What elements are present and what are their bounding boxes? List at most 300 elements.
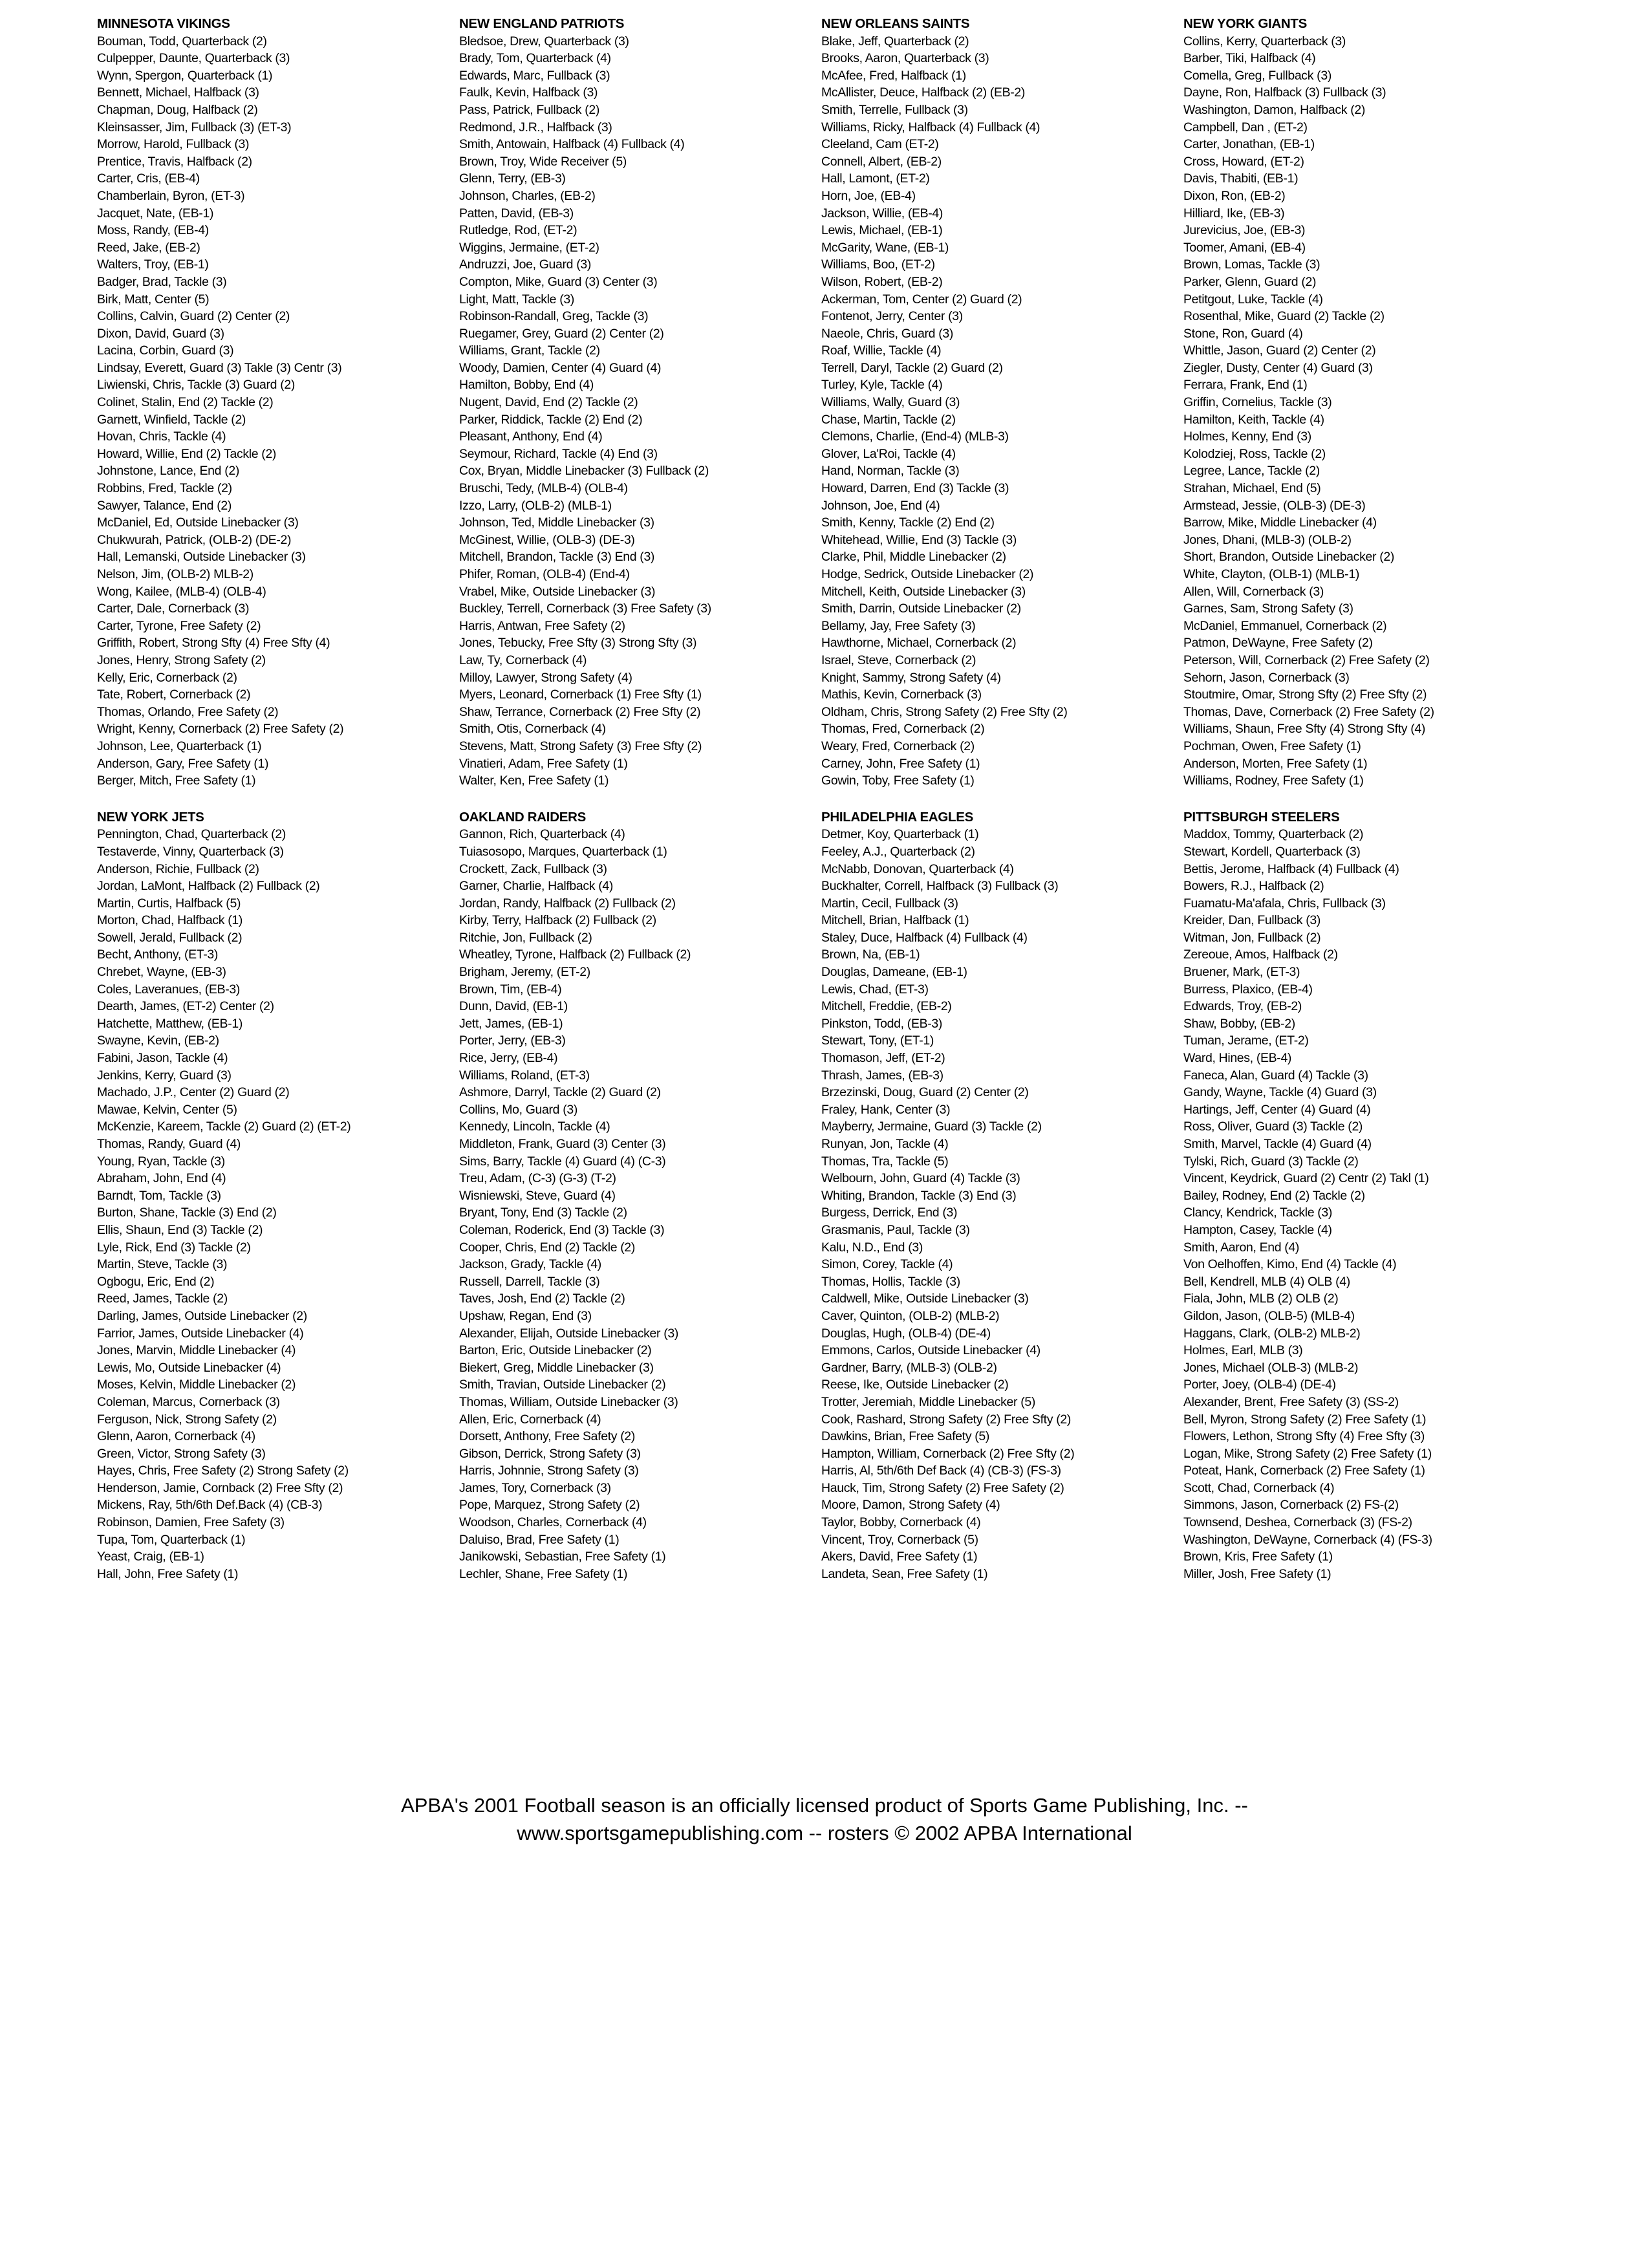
player-row: Miller, Josh, Free Safety (1) (1183, 1566, 1331, 1581)
player-row: Thomas, Orlando, Free Safety (2) (97, 704, 279, 719)
player-row: Machado, J.P., Center (2) Guard (2) (97, 1085, 290, 1100)
player-row: Scott, Chad, Cornerback (4) (1183, 1480, 1335, 1495)
player-row: Pinkston, Todd, (EB-3) (821, 1016, 943, 1031)
player-row: Liwienski, Chris, Tackle (3) Guard (2) (97, 378, 296, 393)
player-row: Cleeland, Cam (ET-2) (821, 137, 939, 152)
player-row: Douglas, Hugh, (OLB-4) (DE-4) (821, 1326, 991, 1341)
player-row: Culpepper, Daunte, Quarterback (3) (97, 51, 290, 66)
player-row: Jett, James, (EB-1) (459, 1016, 563, 1031)
player-row: James, Tory, Cornerback (3) (459, 1480, 611, 1495)
player-row: White, Clayton, (OLB-1) (MLB-1) (1183, 567, 1359, 581)
player-row: Hodge, Sedrick, Outside Linebacker (2) (821, 567, 1034, 581)
player-row: Nugent, David, End (2) Tackle (2) (459, 395, 638, 410)
player-row: Smith, Marvel, Tackle (4) Guard (4) (1183, 1137, 1372, 1151)
player-row: Ritchie, Jon, Fullback (2) (459, 930, 592, 945)
player-row: Pass, Patrick, Fullback (2) (459, 102, 600, 117)
player-row: Trotter, Jeremiah, Middle Linebacker (5) (821, 1394, 1036, 1409)
player-row: Carney, John, Free Safety (1) (821, 756, 980, 771)
player-row: Stewart, Tony, (ET-1) (821, 1033, 934, 1048)
player-row: Haggans, Clark, (OLB-2) MLB-2) (1183, 1326, 1361, 1341)
player-row: Davis, Thabiti, (EB-1) (1183, 171, 1299, 186)
player-row: Bell, Kendrell, MLB (4) OLB (4) (1183, 1274, 1350, 1289)
player-row: Mitchell, Freddie, (EB-2) (821, 999, 952, 1014)
player-row: Brooks, Aaron, Quarterback (3) (821, 51, 989, 66)
player-row: Kirby, Terry, Halfback (2) Fullback (2) (459, 913, 656, 928)
player-row: Smith, Aaron, End (4) (1183, 1240, 1300, 1255)
player-row: Staley, Duce, Halfback (4) Fullback (4) (821, 930, 1028, 945)
player-row: Rice, Jerry, (EB-4) (459, 1051, 558, 1066)
player-row: Chukwurah, Patrick, (OLB-2) (DE-2) (97, 532, 292, 547)
player-row: Brown, Tim, (EB-4) (459, 982, 562, 997)
player-row: McDaniel, Emmanuel, Cornerback (2) (1183, 618, 1387, 633)
player-row: Ferrara, Frank, End (1) (1183, 378, 1308, 393)
player-row: Kleinsasser, Jim, Fullback (3) (ET-3) (97, 120, 292, 135)
player-row: Patten, David, (EB-3) (459, 206, 574, 221)
player-row: Martin, Cecil, Fullback (3) (821, 896, 958, 911)
player-row: Stevens, Matt, Strong Safety (3) Free Sfty (2) (459, 739, 702, 753)
player-row: Ellis, Shaun, End (3) Tackle (2) (97, 1222, 263, 1237)
player-row: Witman, Jon, Fullback (2) (1183, 930, 1321, 945)
player-row: Garner, Charlie, Halfback (4) (459, 879, 614, 894)
player-row: Thomason, Jeff, (ET-2) (821, 1051, 945, 1066)
player-row: Stewart, Kordell, Quarterback (3) (1183, 844, 1361, 859)
player-row: Emmons, Carlos, Outside Linebacker (4) (821, 1343, 1040, 1358)
team-name-heading: PITTSBURGH STEELERS (1183, 809, 1340, 825)
player-row: Cross, Howard, (ET-2) (1183, 154, 1304, 169)
player-row: Green, Victor, Strong Safety (3) (97, 1446, 266, 1461)
player-row: Prentice, Travis, Halfback (2) (97, 154, 252, 169)
player-row: Chapman, Doug, Halfback (2) (97, 102, 258, 117)
player-row: Moses, Kelvin, Middle Linebacker (2) (97, 1377, 296, 1392)
player-row: Cook, Rashard, Strong Safety (2) Free Sfty (2) (821, 1412, 1071, 1427)
player-row: Ziegler, Dusty, Center (4) Guard (3) (1183, 360, 1373, 375)
player-row: Lewis, Michael, (EB-1) (821, 223, 943, 238)
player-row: Carter, Cris, (EB-4) (97, 171, 200, 186)
player-row: Shaw, Bobby, (EB-2) (1183, 1016, 1295, 1031)
player-row: Thomas, Hollis, Tackle (3) (821, 1274, 960, 1289)
player-row: Sawyer, Talance, End (2) (97, 498, 232, 513)
player-row: Chase, Martin, Tackle (2) (821, 412, 956, 427)
player-row: Jurevicius, Joe, (EB-3) (1183, 223, 1306, 238)
team-name-heading: PHILADELPHIA EAGLES (821, 809, 974, 825)
player-row: Tuman, Jerame, (ET-2) (1183, 1033, 1309, 1048)
team-columns-grid (97, 16, 1584, 1602)
player-row: Dorsett, Anthony, Free Safety (2) (459, 1429, 636, 1444)
team-name-heading: MINNESOTA VIKINGS (97, 16, 230, 31)
team-block (821, 16, 1183, 790)
player-row: Williams, Wally, Guard (3) (821, 395, 960, 410)
player-row: Allen, Eric, Cornerback (4) (459, 1412, 601, 1427)
player-row: Von Oelhoffen, Kimo, End (4) Tackle (4) (1183, 1257, 1397, 1272)
player-row: Holmes, Kenny, End (3) (1183, 429, 1311, 444)
player-row: Thomas, Randy, Guard (4) (97, 1137, 241, 1151)
player-row: Faneca, Alan, Guard (4) Tackle (3) (1183, 1068, 1368, 1083)
player-row: Williams, Grant, Tackle (2) (459, 343, 600, 358)
player-row: Hall, Lemanski, Outside Linebacker (3) (97, 550, 306, 565)
player-row: Lindsay, Everett, Guard (3) Takle (3) Centr (3) (97, 360, 342, 375)
player-row: Toomer, Amani, (EB-4) (1183, 240, 1306, 255)
player-row: Ward, Hines, (EB-4) (1183, 1051, 1292, 1066)
player-row: Glenn, Aaron, Cornerback (4) (97, 1429, 255, 1444)
player-row: Cooper, Chris, End (2) Tackle (2) (459, 1240, 636, 1255)
player-row: Kalu, N.D., End (3) (821, 1240, 923, 1255)
player-row: Jones, Dhani, (MLB-3) (OLB-2) (1183, 532, 1352, 547)
player-row: Wisniewski, Steve, Guard (4) (459, 1188, 616, 1203)
player-row: Dawkins, Brian, Free Safety (5) (821, 1429, 990, 1444)
player-row: Taylor, Bobby, Cornerback (4) (821, 1515, 981, 1530)
team-block (97, 16, 459, 790)
player-row: Moore, Damon, Strong Safety (4) (821, 1498, 1000, 1513)
player-row: Lacina, Corbin, Guard (3) (97, 343, 234, 358)
player-row: Burress, Plaxico, (EB-4) (1183, 982, 1313, 997)
team-block (821, 809, 1183, 1583)
player-row: Garnes, Sam, Strong Safety (3) (1183, 601, 1353, 616)
footer-line-1: APBA's 2001 Football season is an officially licensed product of Sports Game Publishing, Inc. -- (401, 1794, 1248, 1817)
player-row: Hall, Lamont, (ET-2) (821, 171, 930, 186)
player-row: Ross, Oliver, Guard (3) Tackle (2) (1183, 1119, 1363, 1134)
player-row: Testaverde, Vinny, Quarterback (3) (97, 844, 284, 859)
player-row: Barndt, Tom, Tackle (3) (97, 1188, 221, 1203)
player-row: Comella, Greg, Fullback (3) (1183, 68, 1331, 83)
team-name-heading: NEW YORK JETS (97, 809, 204, 825)
player-row: Brigham, Jeremy, (ET-2) (459, 965, 590, 980)
player-row: Clarke, Phil, Middle Linebacker (2) (821, 550, 1006, 565)
player-row: Washington, Damon, Halfback (2) (1183, 102, 1366, 117)
player-row: Blake, Jeff, Quarterback (2) (821, 34, 969, 49)
player-row: Sehorn, Jason, Cornerback (3) (1183, 670, 1350, 685)
player-row: Connell, Albert, (EB-2) (821, 154, 942, 169)
player-row: Gowin, Toby, Free Safety (1) (821, 773, 975, 788)
player-row: Woody, Damien, Center (4) Guard (4) (459, 360, 662, 375)
player-row: Hamilton, Bobby, End (4) (459, 378, 594, 393)
player-row: Robbins, Fred, Tackle (2) (97, 481, 232, 496)
player-row: Flowers, Lethon, Strong Sfty (4) Free Sfty (3) (1183, 1429, 1425, 1444)
player-row: Jackson, Grady, Tackle (4) (459, 1257, 601, 1272)
player-row: Coles, Laveranues, (EB-3) (97, 982, 241, 997)
player-row: Smith, Darrin, Outside Linebacker (2) (821, 601, 1021, 616)
player-row: Wilson, Robert, (EB-2) (821, 274, 943, 289)
player-row: Naeole, Chris, Guard (3) (821, 326, 954, 341)
player-row: Harris, Johnnie, Strong Safety (3) (459, 1463, 639, 1478)
player-row: Walters, Troy, (EB-1) (97, 257, 209, 272)
player-row: Smith, Kenny, Tackle (2) End (2) (821, 515, 995, 530)
player-row: Biekert, Greg, Middle Linebacker (3) (459, 1360, 654, 1375)
player-row: McGinest, Willie, (OLB-3) (DE-3) (459, 532, 635, 547)
player-row: Bettis, Jerome, Halfback (4) Fullback (4) (1183, 861, 1399, 876)
player-row: Fiala, John, MLB (2) OLB (2) (1183, 1291, 1339, 1306)
footer-line-2: www.sportsgamepublishing.com -- rosters © 2002 APBA International (517, 1822, 1132, 1844)
player-row: Yeast, Craig, (EB-1) (97, 1550, 204, 1564)
player-row: Collins, Mo, Guard (3) (459, 1102, 578, 1117)
player-row: Hatchette, Matthew, (EB-1) (97, 1016, 242, 1031)
player-row: Carter, Dale, Cornerback (3) (97, 601, 250, 616)
player-row: Reed, Jake, (EB-2) (97, 240, 200, 255)
player-row: Brzezinski, Doug, Guard (2) Center (2) (821, 1085, 1029, 1100)
player-row: Brown, Na, (EB-1) (821, 947, 920, 962)
player-row: Harris, Antwan, Free Safety (2) (459, 618, 625, 633)
player-row: Strahan, Michael, End (5) (1183, 481, 1321, 496)
player-row: Anderson, Morten, Free Safety (1) (1183, 756, 1368, 771)
player-row: Martin, Steve, Tackle (3) (97, 1257, 228, 1272)
player-row: Tuiasosopo, Marques, Quarterback (1) (459, 844, 667, 859)
player-row: Buckhalter, Correll, Halfback (3) Fullback (3) (821, 879, 1059, 894)
player-row: Simon, Corey, Tackle (4) (821, 1257, 953, 1272)
player-row: Abraham, John, End (4) (97, 1171, 226, 1186)
player-row: Smith, Travian, Outside Linebacker (2) (459, 1377, 666, 1392)
player-row: Lewis, Chad, (ET-3) (821, 982, 929, 997)
player-row: Vrabel, Mike, Outside Linebacker (3) (459, 584, 656, 599)
player-row: Thrash, James, (EB-3) (821, 1068, 943, 1083)
player-row: Bell, Myron, Strong Safety (2) Free Safety (1) (1183, 1412, 1427, 1427)
player-row: Kennedy, Lincoln, Tackle (4) (459, 1119, 610, 1134)
player-row: Israel, Steve, Cornerback (2) (821, 653, 976, 667)
player-row: McGarity, Wane, (EB-1) (821, 240, 949, 255)
player-row: Bennett, Michael, Halfback (3) (97, 85, 259, 100)
player-row: Runyan, Jon, Tackle (4) (821, 1137, 949, 1151)
player-row: Thomas, Tra, Tackle (5) (821, 1154, 949, 1169)
player-row: Porter, Joey, (OLB-4) (DE-4) (1183, 1377, 1336, 1392)
player-row: Henderson, Jamie, Cornback (2) Free Sfty (2) (97, 1480, 343, 1495)
player-row: Dunn, David, (EB-1) (459, 999, 568, 1014)
player-row: Jordan, Randy, Halfback (2) Fullback (2) (459, 896, 676, 911)
player-row: Morrow, Harold, Fullback (3) (97, 137, 250, 152)
team-name-heading: OAKLAND RAIDERS (459, 809, 586, 825)
player-row: Hampton, William, Cornerback (2) Free Sfty (2) (821, 1446, 1075, 1461)
player-row: Gandy, Wayne, Tackle (4) Guard (3) (1183, 1085, 1377, 1100)
player-row: Whiting, Brandon, Tackle (3) End (3) (821, 1188, 1017, 1203)
player-row: Shaw, Terrance, Cornerback (2) Free Sfty (2) (459, 704, 701, 719)
player-row: Upshaw, Regan, End (3) (459, 1308, 592, 1323)
player-row: Holmes, Earl, MLB (3) (1183, 1343, 1303, 1358)
player-row: Ogbogu, Eric, End (2) (97, 1274, 215, 1289)
player-row: Parker, Riddick, Tackle (2) End (2) (459, 412, 643, 427)
player-row: Hauck, Tim, Strong Safety (2) Free Safety (2) (821, 1480, 1064, 1495)
player-row: Williams, Shaun, Free Sfty (4) Strong Sfty (4) (1183, 722, 1426, 737)
player-row: Ferguson, Nick, Strong Safety (2) (97, 1412, 277, 1427)
player-row: Reed, James, Tackle (2) (97, 1291, 228, 1306)
player-row: Robinson, Damien, Free Safety (3) (97, 1515, 285, 1530)
player-row: Dayne, Ron, Halfback (3) Fullback (3) (1183, 85, 1386, 100)
player-row: Porter, Jerry, (EB-3) (459, 1033, 566, 1048)
player-row: Pennington, Chad, Quarterback (2) (97, 827, 286, 842)
player-row: Williams, Ricky, Halfback (4) Fullback (4) (821, 120, 1040, 135)
player-row: Ackerman, Tom, Center (2) Guard (2) (821, 292, 1022, 307)
player-row: Nelson, Jim, (OLB-2) MLB-2) (97, 567, 253, 581)
player-row: Edwards, Marc, Fullback (3) (459, 68, 610, 83)
player-row: Burton, Shane, Tackle (3) End (2) (97, 1205, 277, 1220)
player-row: Peterson, Will, Cornerback (2) Free Safety (2) (1183, 653, 1430, 667)
player-row: Myers, Leonard, Cornerback (1) Free Sfty (1) (459, 687, 702, 702)
player-row: Parker, Glenn, Guard (2) (1183, 274, 1317, 289)
player-row: Clancy, Kendrick, Tackle (3) (1183, 1205, 1333, 1220)
player-row: Johnson, Charles, (EB-2) (459, 188, 596, 203)
player-row: Clemons, Charlie, (End-4) (MLB-3) (821, 429, 1009, 444)
player-row: Landeta, Sean, Free Safety (1) (821, 1566, 988, 1581)
player-row: Detmer, Koy, Quarterback (1) (821, 827, 979, 842)
player-row: Chamberlain, Byron, (ET-3) (97, 188, 245, 203)
team-name-heading: NEW YORK GIANTS (1183, 16, 1308, 31)
player-row: Barber, Tiki, Halfback (4) (1183, 51, 1316, 66)
player-row: Burgess, Derrick, End (3) (821, 1205, 958, 1220)
player-row: Gibson, Derrick, Strong Safety (3) (459, 1446, 641, 1461)
player-row: Brown, Lomas, Tackle (3) (1183, 257, 1320, 272)
player-row: Vincent, Keydrick, Guard (2) Centr (2) Takl (1) (1183, 1171, 1429, 1186)
player-row: Coleman, Roderick, End (3) Tackle (3) (459, 1222, 665, 1237)
player-row: Alexander, Brent, Free Safety (3) (SS-2) (1183, 1394, 1399, 1409)
player-row: Campbell, Dan , (ET-2) (1183, 120, 1308, 135)
player-row: Jones, Tebucky, Free Sfty (3) Strong Sfty (3) (459, 636, 697, 651)
player-row: Patmon, DeWayne, Free Safety (2) (1183, 636, 1373, 651)
player-row: Rutledge, Rod, (ET-2) (459, 223, 577, 238)
player-row: Glenn, Terry, (EB-3) (459, 171, 566, 186)
player-row: Treu, Adam, (C-3) (G-3) (T-2) (459, 1171, 616, 1186)
player-row: Turley, Kyle, Tackle (4) (821, 378, 943, 393)
player-row: Seymour, Richard, Tackle (4) End (3) (459, 446, 658, 461)
player-row: Johnson, Ted, Middle Linebacker (3) (459, 515, 654, 530)
player-row: Jacquet, Nate, (EB-1) (97, 206, 214, 221)
player-row: Brown, Kris, Free Safety (1) (1183, 1550, 1333, 1564)
player-row: Feeley, A.J., Quarterback (2) (821, 844, 975, 859)
player-row: Gardner, Barry, (MLB-3) (OLB-2) (821, 1360, 997, 1375)
player-row: Fabini, Jason, Tackle (4) (97, 1051, 228, 1066)
player-row: Whittle, Jason, Guard (2) Center (2) (1183, 343, 1376, 358)
player-row: Bailey, Rodney, End (2) Tackle (2) (1183, 1188, 1365, 1203)
player-row: Wynn, Spergon, Quarterback (1) (97, 68, 273, 83)
player-row: Akers, David, Free Safety (1) (821, 1550, 978, 1564)
player-row: Sowell, Jerald, Fullback (2) (97, 930, 242, 945)
player-row: Wong, Kailee, (MLB-4) (OLB-4) (97, 584, 266, 599)
player-row: Young, Ryan, Tackle (3) (97, 1154, 225, 1169)
player-row: Swayne, Kevin, (EB-2) (97, 1033, 219, 1048)
player-row: Lewis, Mo, Outside Linebacker (4) (97, 1360, 281, 1375)
player-row: Hamilton, Keith, Tackle (4) (1183, 412, 1324, 427)
player-row: Walter, Ken, Free Safety (1) (459, 773, 609, 788)
player-row: Alexander, Elijah, Outside Linebacker (3) (459, 1326, 679, 1341)
player-row: Whitehead, Willie, End (3) Tackle (3) (821, 532, 1017, 547)
player-row: McKenzie, Kareem, Tackle (2) Guard (2) (ET-2) (97, 1119, 351, 1134)
player-row: Janikowski, Sebastian, Free Safety (1) (459, 1550, 666, 1564)
player-row: Howard, Darren, End (3) Tackle (3) (821, 481, 1009, 496)
player-row: Fraley, Hank, Center (3) (821, 1102, 951, 1117)
player-row: Williams, Rodney, Free Safety (1) (1183, 773, 1364, 788)
player-row: Tupa, Tom, Quarterback (1) (97, 1532, 246, 1547)
player-row: Horn, Joe, (EB-4) (821, 188, 916, 203)
player-row: Poteat, Hank, Cornerback (2) Free Safety (1) (1183, 1463, 1425, 1478)
player-row: Crockett, Zack, Fullback (3) (459, 861, 607, 876)
player-row: Howard, Willie, End (2) Tackle (2) (97, 446, 277, 461)
player-row: Jenkins, Kerry, Guard (3) (97, 1068, 232, 1083)
player-row: Garnett, Winfield, Tackle (2) (97, 412, 246, 427)
player-row: Caldwell, Mike, Outside Linebacker (3) (821, 1291, 1029, 1306)
player-row: Barrow, Mike, Middle Linebacker (4) (1183, 515, 1377, 530)
player-row: Hilliard, Ike, (EB-3) (1183, 206, 1285, 221)
player-row: Terrell, Daryl, Tackle (2) Guard (2) (821, 360, 1003, 375)
player-row: Jones, Henry, Strong Safety (2) (97, 653, 266, 667)
player-row: Stone, Ron, Guard (4) (1183, 326, 1303, 341)
player-row: Thomas, William, Outside Linebacker (3) (459, 1394, 678, 1409)
player-row: Mitchell, Brian, Halfback (1) (821, 913, 969, 928)
player-row: Tate, Robert, Cornerback (2) (97, 687, 251, 702)
player-row: Daluiso, Brad, Free Safety (1) (459, 1532, 620, 1547)
player-row: Simmons, Jason, Cornerback (2) FS-(2) (1183, 1498, 1399, 1513)
player-row: Sims, Barry, Tackle (4) Guard (4) (C-3) (459, 1154, 666, 1169)
player-row: Hayes, Chris, Free Safety (2) Strong Safety (2) (97, 1463, 349, 1478)
player-row: Hovan, Chris, Tackle (4) (97, 429, 226, 444)
team-block (459, 16, 821, 790)
player-row: Milloy, Lawyer, Strong Safety (4) (459, 670, 632, 685)
player-row: Wright, Kenny, Cornerback (2) Free Safety (2) (97, 722, 344, 737)
player-row: Rosenthal, Mike, Guard (2) Tackle (2) (1183, 309, 1385, 324)
player-row: Chrebet, Wayne, (EB-3) (97, 965, 226, 980)
team-name-heading: NEW ENGLAND PATRIOTS (459, 16, 625, 31)
player-row: Wiggins, Jermaine, (ET-2) (459, 240, 599, 255)
player-row: Gildon, Jason, (OLB-5) (MLB-4) (1183, 1308, 1355, 1323)
team-block (97, 809, 459, 1583)
team-name-heading: NEW ORLEANS SAINTS (821, 16, 970, 31)
player-row: Buckley, Terrell, Cornerback (3) Free Safety (3) (459, 601, 711, 616)
player-row: Stoutmire, Omar, Strong Sfty (2) Free Sfty (2) (1183, 687, 1427, 702)
player-row: Zereoue, Amos, Halfback (2) (1183, 947, 1338, 962)
player-row: Allen, Will, Cornerback (3) (1183, 584, 1324, 599)
player-row: Redmond, J.R., Halfback (3) (459, 120, 612, 135)
player-row: Thomas, Fred, Cornerback (2) (821, 722, 985, 737)
player-row: Fontenot, Jerry, Center (3) (821, 309, 963, 324)
player-row: Law, Ty, Cornerback (4) (459, 653, 587, 667)
player-row: Williams, Roland, (ET-3) (459, 1068, 590, 1083)
player-row: Weary, Fred, Cornerback (2) (821, 739, 975, 753)
player-row: Grasmanis, Paul, Tackle (3) (821, 1222, 970, 1237)
player-row: Coleman, Marcus, Cornerback (3) (97, 1394, 280, 1409)
player-row: Collins, Kerry, Quarterback (3) (1183, 34, 1346, 49)
player-row: Mitchell, Brandon, Tackle (3) End (3) (459, 550, 655, 565)
player-row: Pleasant, Anthony, End (4) (459, 429, 603, 444)
player-row: Jones, Michael (OLB-3) (MLB-2) (1183, 1360, 1359, 1375)
player-row: Moss, Randy, (EB-4) (97, 223, 209, 238)
player-row: Short, Brandon, Outside Linebacker (2) (1183, 550, 1394, 565)
player-row: Pope, Marquez, Strong Safety (2) (459, 1498, 640, 1513)
player-row: Jordan, LaMont, Halfback (2) Fullback (2) (97, 879, 320, 894)
player-row: Carter, Jonathan, (EB-1) (1183, 137, 1315, 152)
player-row: Brady, Tom, Quarterback (4) (459, 51, 611, 66)
player-row: Wheatley, Tyrone, Halfback (2) Fullback (2) (459, 947, 691, 962)
player-row: Douglas, Dameane, (EB-1) (821, 965, 967, 980)
player-row: Reese, Ike, Outside Linebacker (2) (821, 1377, 1009, 1392)
player-row: Berger, Mitch, Free Safety (1) (97, 773, 256, 788)
player-row: Woodson, Charles, Cornerback (4) (459, 1515, 647, 1530)
player-row: Johnson, Joe, End (4) (821, 498, 940, 513)
player-row: Ashmore, Darryl, Tackle (2) Guard (2) (459, 1085, 661, 1100)
player-row: Mitchell, Keith, Outside Linebacker (3) (821, 584, 1026, 599)
player-row: Darling, James, Outside Linebacker (2) (97, 1308, 307, 1323)
player-row: Smith, Antowain, Halfback (4) Fullback (4) (459, 137, 685, 152)
player-row: Harris, Al, 5th/6th Def Back (4) (CB-3) (FS-3) (821, 1463, 1061, 1478)
player-row: McDaniel, Ed, Outside Linebacker (3) (97, 515, 299, 530)
player-row: Glover, La'Roi, Tackle (4) (821, 446, 956, 461)
player-row: Dearth, James, (ET-2) Center (2) (97, 999, 274, 1014)
player-row: Middleton, Frank, Guard (3) Center (3) (459, 1137, 666, 1151)
player-row: Collins, Calvin, Guard (2) Center (2) (97, 309, 290, 324)
player-row: Logan, Mike, Strong Safety (2) Free Safety (1) (1183, 1446, 1432, 1461)
player-row: McAfee, Fred, Halfback (1) (821, 68, 966, 83)
player-row: Brown, Troy, Wide Receiver (5) (459, 154, 627, 169)
player-row: Taves, Josh, End (2) Tackle (2) (459, 1291, 625, 1306)
player-row: Gannon, Rich, Quarterback (4) (459, 827, 625, 842)
player-row: Badger, Brad, Tackle (3) (97, 274, 227, 289)
player-row: Hartings, Jeff, Center (4) Guard (4) (1183, 1102, 1371, 1117)
player-row: Dixon, David, Guard (3) (97, 326, 224, 341)
player-row: Phifer, Roman, (OLB-4) (End-4) (459, 567, 630, 581)
player-row: McAllister, Deuce, Halfback (2) (EB-2) (821, 85, 1026, 100)
